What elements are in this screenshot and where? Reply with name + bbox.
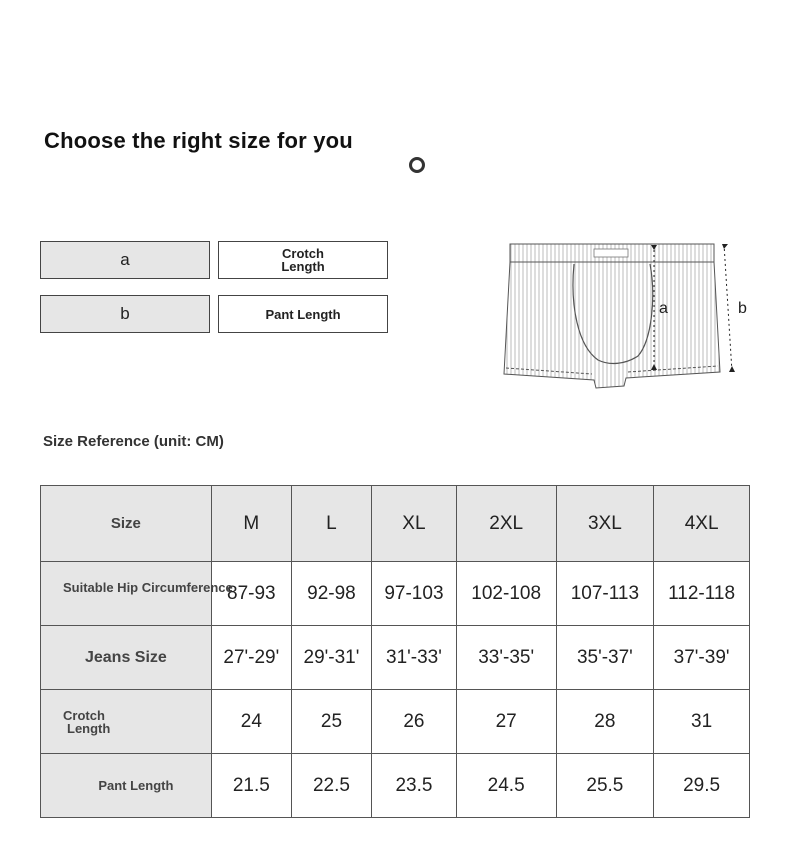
size-2xl: 2XL [456,486,556,562]
legend-label-line1: Crotch [282,246,324,261]
table-cell: 21.5 [211,754,291,818]
table-row-hip [41,562,750,626]
diagram-label-b: b [738,300,747,317]
table-cell: 26 [372,690,457,754]
size-m: M [211,486,291,562]
size-table [40,485,750,818]
table-cell: 28 [556,690,654,754]
row-label-hip-text: Suitable Hip Circumference [63,580,233,595]
table-cell: 33'-35' [456,626,556,690]
legend-key-b: b [40,295,210,333]
size-l: L [291,486,371,562]
table-cell: 24.5 [456,754,556,818]
table-row-jeans [41,626,750,690]
row-label-jeans: Jeans Size [41,626,212,690]
ring-mark [409,157,425,173]
table-cell: 112-118 [654,562,750,626]
table-header-row [41,486,750,562]
legend-label-line1: Pant Length [265,306,341,322]
table-cell: 107-113 [556,562,654,626]
table-cell: 25 [291,690,371,754]
size-4xl: 4XL [654,486,750,562]
size-xl: XL [372,486,457,562]
table-cell: 22.5 [291,754,371,818]
table-cell: 27'-29' [211,626,291,690]
size-header-cell: Size [41,486,212,562]
legend-label-line2: Length [281,259,325,274]
table-cell: 29.5 [654,754,750,818]
table-cell: 24 [211,690,291,754]
table-cell: 29'-31' [291,626,371,690]
table-cell: 31 [654,690,750,754]
table-row-crotch [41,690,750,754]
legend-label-crotch-length [218,241,388,279]
table-cell: 23.5 [372,754,457,818]
legend-label-pant-length [218,295,388,333]
row-label-hip [41,562,233,626]
size-reference-title: Size Reference (unit: CM) [43,433,224,450]
row-label-line1: Crotch [63,707,105,723]
legend-key-a: a [40,241,210,279]
page-title: Choose the right size for you [44,128,353,153]
table-cell: 97-103 [372,562,457,626]
table-cell: 37'-39' [654,626,750,690]
table-cell: 87-93 [211,562,291,626]
row-label-crotch [41,690,212,754]
table-cell: 25.5 [556,754,654,818]
table-cell: 31'-33' [372,626,457,690]
table-cell: 92-98 [291,562,371,626]
table-row-pant [41,754,750,818]
table-cell: 27 [456,690,556,754]
row-label-pant: Pant Length [41,754,212,818]
underwear-diagram [498,236,758,396]
row-label-line2: Length [67,720,111,736]
table-cell: 35'-37' [556,626,654,690]
diagram-label-a: a [659,300,668,317]
size-3xl: 3XL [556,486,654,562]
table-cell: 102-108 [456,562,556,626]
